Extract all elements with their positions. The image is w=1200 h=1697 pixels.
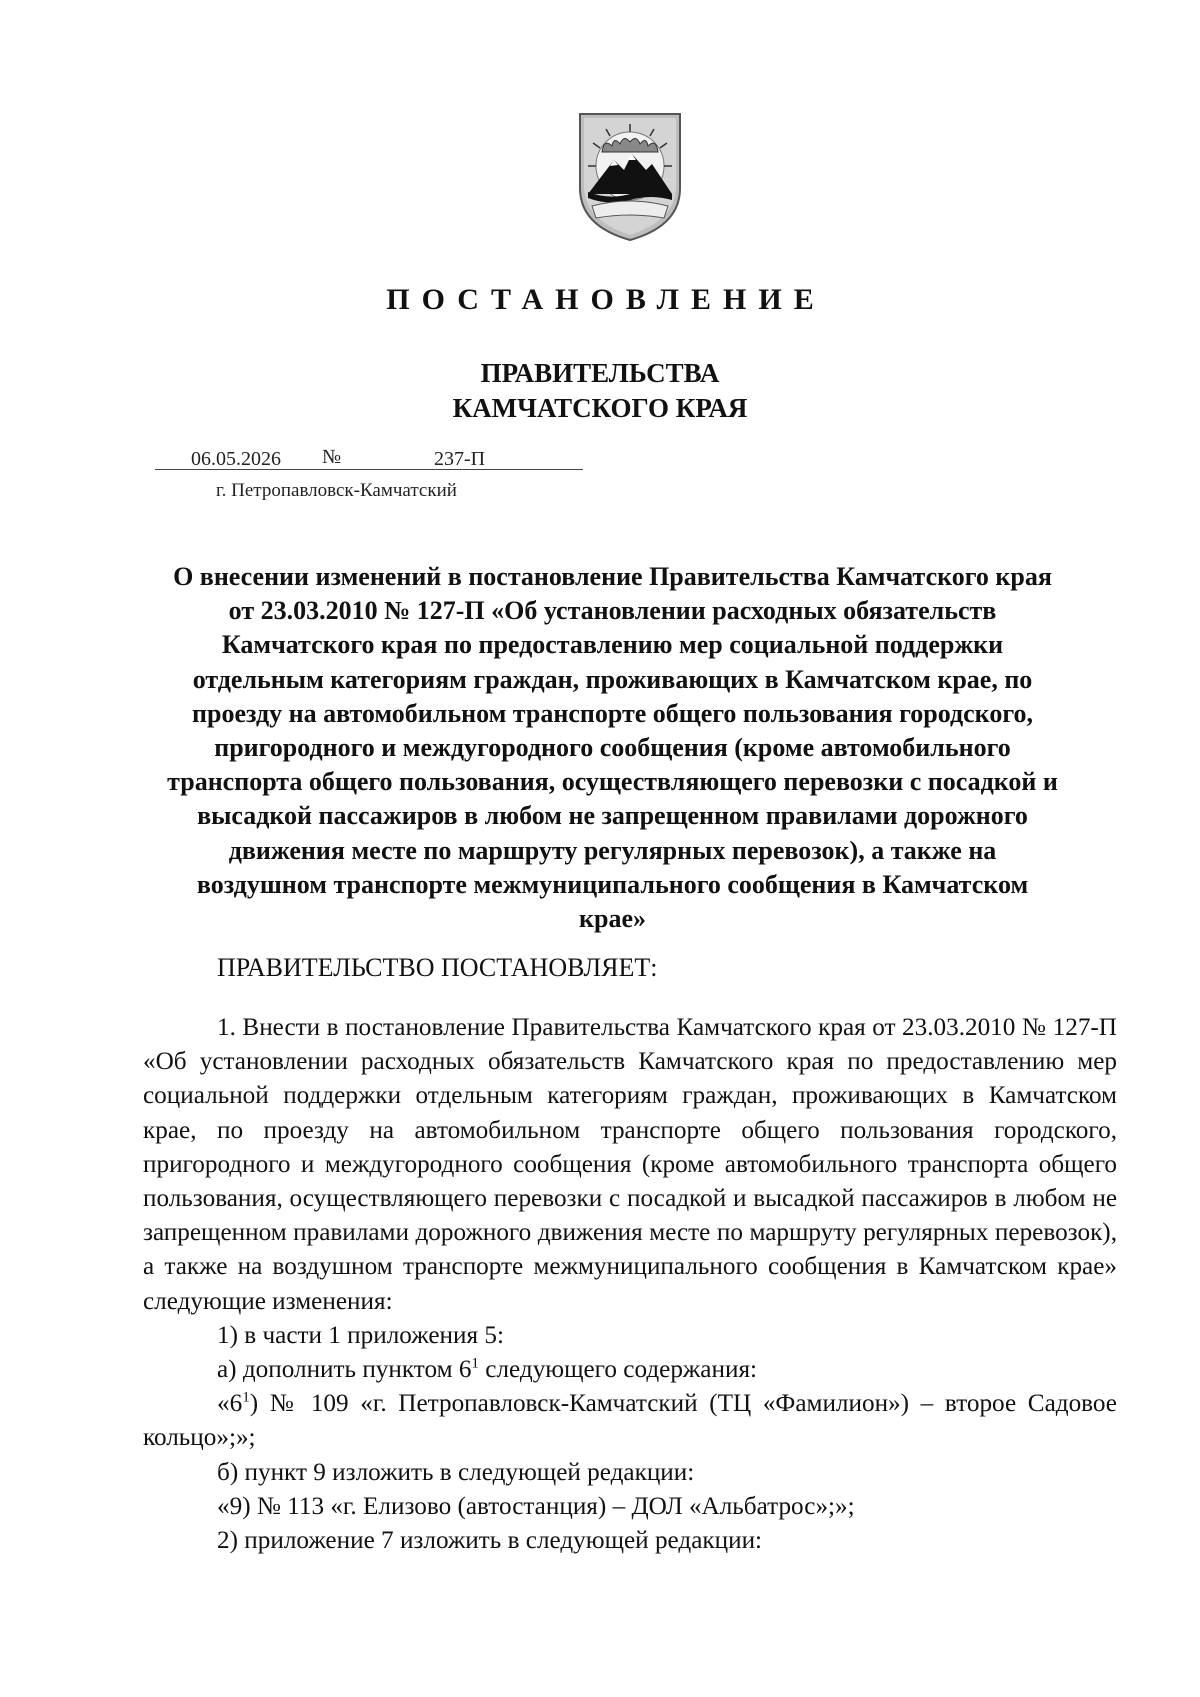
authority-line-1: ПРАВИТЕЛЬСТВА — [480, 358, 720, 388]
coat-of-arms-icon — [574, 108, 686, 244]
subject-line: воздушном транспорте межмуниципального сообщения в Камчатском — [196, 869, 1029, 899]
subject-line: от 23.03.2010 № 127-П «Об установлении расходных обязательств — [228, 596, 997, 626]
document-type-title: ПОСТАНОВЛЕНИЕ — [386, 283, 826, 316]
item-2: 2) приложение 7 изложить в следующей редакции: — [217, 1527, 763, 1555]
subject-line: Камчатского края по предоставлению мер социальной поддержки — [221, 630, 1004, 660]
number-sign: № — [322, 446, 342, 468]
item-b: б) пункт 9 изложить в следующей редакции: — [217, 1458, 695, 1486]
item-a-quote-sup: 1 — [242, 1389, 250, 1406]
item-a-quote — [143, 1387, 1117, 1455]
authority-line-2: КАМЧАТСКОГО КРАЯ — [452, 393, 748, 423]
subject-line: О внесении изменений в постановление Правительства Камчатского края — [173, 562, 1052, 591]
subject-line: движения месте по маршруту регулярных перевозок), а также на — [228, 835, 997, 865]
subject-line: транспорта общего пользования, осуществляющего перевозки с посадкой и — [167, 767, 1058, 797]
subject-line: пригородного и междугородного сообщения (кроме автомобильного — [214, 733, 1011, 763]
item-a-quote-text: «6 — [217, 1390, 243, 1418]
subject-line: отдельным категориям граждан, проживающих в Камчатском крае, по — [192, 664, 1033, 694]
document-subject — [120, 560, 1105, 936]
document-body — [143, 1011, 1117, 1558]
subject-line: крае» — [579, 904, 646, 934]
document-number: 237-П — [434, 448, 486, 470]
item-a-quote-text-end: ) № 109 «г. Петропавловск-Камчатский (ТЦ «Фамилион») – второе Садовое кольцо»;»; — [143, 1390, 1117, 1452]
resolves-heading: ПРАВИТЕЛЬСТВО ПОСТАНОВЛЯЕТ: — [217, 953, 658, 982]
item-a-sup: 1 — [471, 1355, 479, 1372]
subject-line: высадкой пассажиров в любом не запрещенном правилами дорожного — [197, 801, 1028, 831]
issuing-authority — [0, 356, 1200, 426]
item-a-text: а) дополнить пунктом 6 — [217, 1356, 472, 1384]
item-b-quote: «9) № 113 «г. Елизово (автостанция) – ДОЛ «Альбатрос»;»; — [217, 1492, 855, 1520]
item-1: 1) в части 1 приложения 5: — [217, 1321, 504, 1349]
document-city: г. Петропавловск-Камчатский — [216, 480, 457, 501]
item-a — [143, 1353, 1117, 1387]
date-number-line — [155, 448, 583, 470]
item-a-text-end: следующего содержания: — [478, 1356, 758, 1384]
document-date: 06.05.2026 — [191, 448, 281, 470]
paragraph-1: 1. Внести в постановление Правительства Камчатского края от 23.03.2010 № 127-П «Об установлении расходных обязательств Камчатского края по предоставлению мер социальной поддержки отдельным категориям граждан, проживающих в Камчатском крае, по проезду на автомобильном транспорте общего пользования городского, пригородного и междугородного сообщения (кроме автомобильного транспорта общего пользования, осуществляющего перевозки с посадкой и высадкой пассажиров в любом не запрещенном правилами дорожного движения месте по маршруту регулярных перевозок), а также на воздушном транспорте межмуниципального сообщения в Камчатском крае» следующие изменения: — [143, 1014, 1117, 1315]
subject-line: проезду на автомобильном транспорте общего пользования городского, — [192, 698, 1033, 728]
